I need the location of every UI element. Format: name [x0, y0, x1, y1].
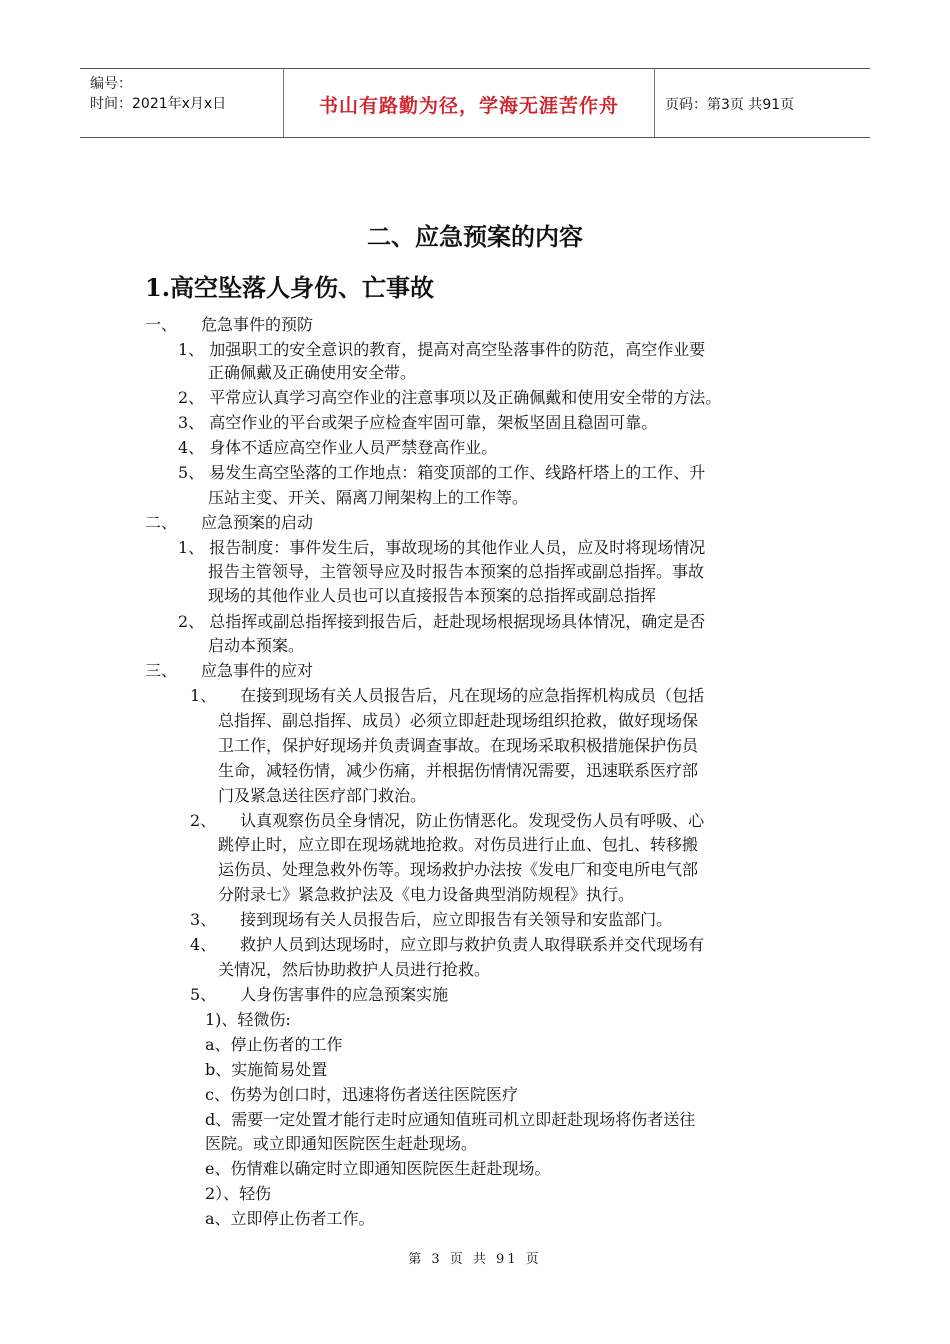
document-subtitle: 1.高空坠落人身伤、亡事故 — [145, 273, 435, 302]
page-footer: 第 3 页 共 91 页 — [408, 1252, 542, 1267]
doc-time-label: 时间：2021年x月x日 — [90, 96, 227, 112]
list-item-continued: 运伤员、处理急救外伤等。现场救护办法按《发电厂和变电所电气部 — [218, 860, 699, 879]
list-item: 2、 总指挥或副总指挥接到报告后，赶赴现场根据现场具体情况，确定是否 — [178, 612, 706, 631]
sub-item: c、伤势为创口时，迅速将伤者送往医院医疗 — [205, 1085, 518, 1104]
list-item: 1、 在接到现场有关人员报告后，凡在现场的应急指挥机构成员（包括 — [190, 686, 705, 705]
list-item-continued: 压站主变、开关、隔离刀闸架构上的工作等。 — [208, 488, 529, 507]
header-page-cell — [655, 69, 870, 137]
doc-number-label: 编号： — [90, 76, 132, 92]
sub-item: d、需要一定处置才能行走时应通知值班司机立即赶赴现场将伤者送往 — [205, 1110, 696, 1129]
sub-item: b、实施简易处置 — [205, 1060, 328, 1079]
header-motto-cell — [284, 69, 655, 137]
list-item: 5、 易发生高空坠落的工作地点：箱变顶部的工作、线路杆塔上的工作、升 — [178, 463, 706, 482]
list-item: 3、 接到现场有关人员报告后，应立即报告有关领导和安监部门。 — [190, 910, 673, 929]
list-item: 1、 报告制度：事件发生后，事故现场的其他作业人员，应及时将现场情况 — [178, 538, 706, 557]
sub-item: a、立即停止伤者工作。 — [205, 1209, 375, 1228]
list-item: 4、 救护人员到达现场时，应立即与救护负责人取得联系并交代现场有 — [190, 935, 705, 954]
list-item-continued: 正确佩戴及正确使用安全带。 — [208, 363, 417, 382]
list-item-continued: 门及紧急送往医疗部门救治。 — [218, 786, 427, 805]
list-item-continued: 关情况，然后协助救护人员进行抢救。 — [218, 960, 491, 979]
sub-item: a、停止伤者的工作 — [205, 1035, 343, 1054]
list-item-continued: 总指挥、副总指挥、成员）必须立即赶赴现场组织抢救，做好现场保 — [218, 711, 699, 730]
list-item-continued: 现场的其他作业人员也可以直接报告本预案的总指挥或副总指挥 — [208, 586, 657, 605]
list-item-continued: 分附录七》紧急救护法及《电力设备典型消防规程》执行。 — [218, 885, 635, 904]
list-item: 1、 加强职工的安全意识的教育，提高对高空坠落事件的防范，高空作业要 — [178, 340, 706, 359]
heading-prevention: 一、 危急事件的预防 — [145, 315, 314, 334]
motto-text: 书山有路勤为径，学海无涯苦作舟 — [318, 95, 619, 117]
list-item-continued: 生命，减轻伤情，减少伤痛，并根据伤情情况需要，迅速联系医疗部 — [218, 761, 699, 780]
page-header — [80, 68, 870, 138]
section-title: 二、应急预案的内容 — [367, 222, 583, 251]
list-item-continued: 跳停止时，应立即在现场就地抢救。对伤员进行止血、包扎、转移搬 — [218, 835, 699, 854]
list-item: 4、 身体不适应高空作业人员严禁登高作业。 — [178, 438, 498, 457]
sub-item: e、伤情难以确定时立即通知医院医生赶赴现场。 — [205, 1159, 551, 1178]
heading-response: 三、 应急事件的应对 — [145, 661, 314, 680]
header-meta-cell — [80, 69, 284, 137]
page-number-label: 页码：第3页 共91页 — [665, 97, 795, 113]
list-item-continued: 卫工作，保护好现场并负责调查事故。在现场采取积极措施保护伤员 — [218, 736, 699, 755]
sub-heading-minor-injury: 1)、轻微伤: — [205, 1010, 291, 1029]
list-item: 2、 平常应认真学习高空作业的注意事项以及正确佩戴和使用安全带的方法。 — [178, 388, 722, 407]
list-item: 3、 高空作业的平台或架子应检查牢固可靠，架板坚固且稳固可靠。 — [178, 413, 658, 432]
list-item: 2、 认真观察伤员全身情况，防止伤情恶化。发现受伤人员有呼吸、心 — [190, 811, 705, 830]
list-item: 5、 人身伤害事件的应急预案实施 — [190, 985, 449, 1004]
sub-heading-light-injury: 2）、轻伤 — [205, 1184, 272, 1203]
list-item-continued: 报告主管领导，主管领导应及时报告本预案的总指挥或副总指挥。事故 — [208, 562, 705, 581]
list-item-continued: 启动本预案。 — [208, 636, 305, 655]
sub-item-continued: 医院。或立即通知医院医生赶赴现场。 — [205, 1134, 478, 1153]
heading-activation: 二、 应急预案的启动 — [145, 513, 314, 532]
